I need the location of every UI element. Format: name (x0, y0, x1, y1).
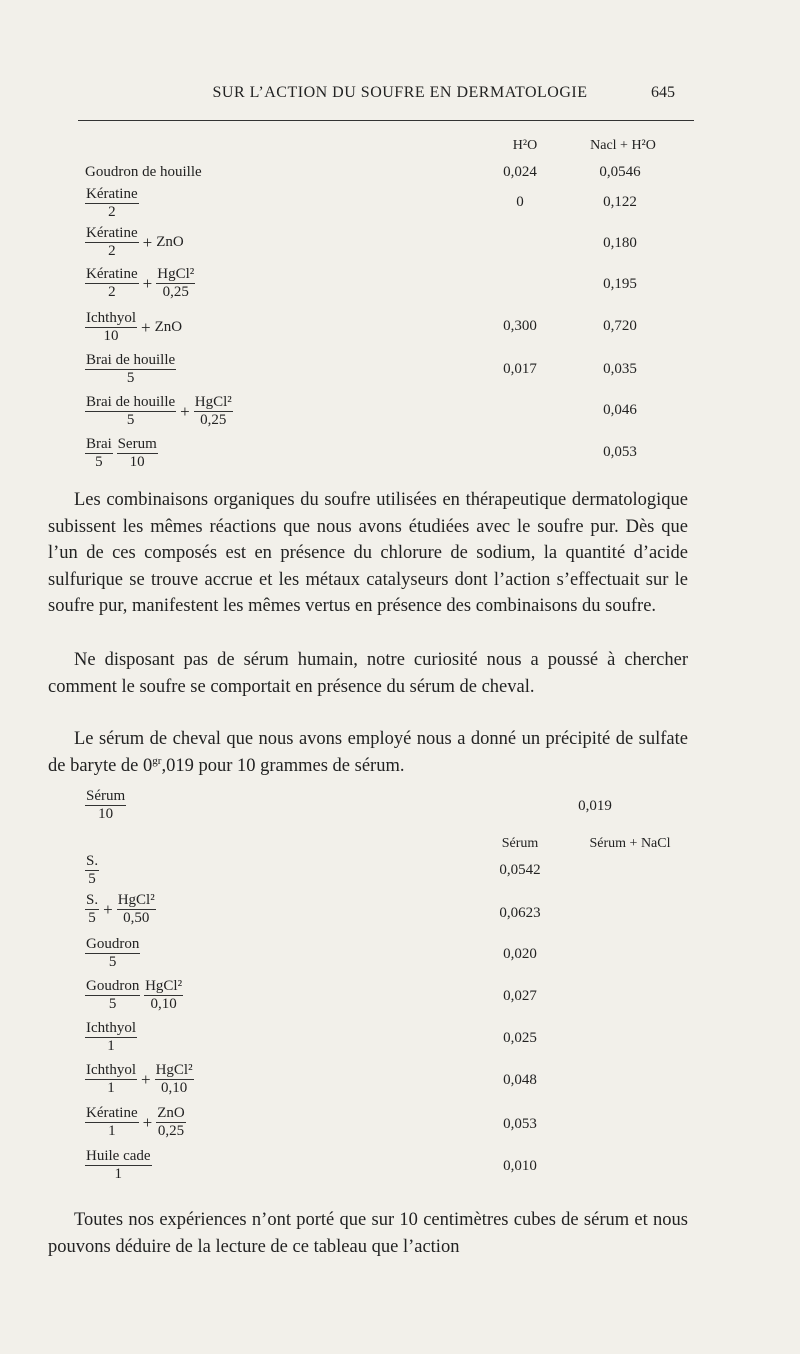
fraction (85, 978, 140, 1014)
table-cell: 0,019 (578, 798, 612, 814)
col-header-serum: Sérum (501, 836, 539, 851)
numerator: HgCl² (117, 892, 156, 910)
plus-sign: + (180, 401, 190, 421)
fraction (117, 892, 156, 928)
paragraph (48, 726, 688, 779)
denominator: 5 (108, 954, 117, 971)
fraction (85, 436, 113, 472)
fraction (85, 266, 139, 302)
table-row-label (85, 1148, 152, 1184)
denominator: 1 (107, 1038, 115, 1055)
paragraph-text: ,019 pour 10 grammes de sérum. (161, 755, 405, 776)
table-cell: 0,020 (503, 946, 537, 962)
paragraph-text: Le sérum de cheval que nous avons employé nous a donné un précipité de sulfate de baryte de 0 (48, 729, 688, 776)
denominator: 0,25 (157, 1123, 185, 1140)
numerator: Huile cade (85, 1148, 152, 1166)
numerator: Ichthyol (85, 1062, 137, 1080)
running-header: SUR L’ACTION DU SOUFRE EN DERMATOLOGIE (212, 84, 588, 101)
fraction (85, 394, 176, 430)
numerator: HgCl² (194, 394, 233, 412)
table-row-label (85, 1105, 186, 1141)
fraction (85, 310, 137, 346)
denominator: 1 (107, 1080, 115, 1097)
fraction (155, 1062, 194, 1098)
numerator: HgCl² (144, 978, 183, 996)
numerator: S. (85, 892, 99, 910)
fraction (117, 436, 158, 472)
denominator: 0,50 (123, 910, 150, 927)
table-row-label (85, 1062, 194, 1098)
numerator: Brai de houille (85, 394, 176, 412)
table-row-label (85, 788, 126, 824)
fraction (85, 1062, 137, 1098)
table-row-label (85, 310, 182, 346)
numerator: Sérum (85, 788, 126, 806)
table-cell: 0 (516, 194, 524, 210)
fraction (156, 1105, 186, 1141)
table-cell: 0,027 (503, 988, 537, 1004)
table-row-label (85, 978, 183, 1014)
fraction (85, 1105, 139, 1141)
paragraph: Ne disposant pas de sérum humain, notre curiosité nous a poussé à chercher comment le soufre se comportait en présence du sérum de cheval. (48, 650, 688, 697)
table-cell: 0,195 (603, 276, 637, 292)
fraction (85, 352, 176, 388)
numerator: Kératine (85, 1105, 139, 1123)
table-row-label (85, 1020, 137, 1056)
table-row-label (85, 936, 140, 972)
numerator: S. (85, 853, 99, 871)
fraction (85, 936, 140, 972)
numerator: Serum (117, 436, 158, 454)
numerator: Ichthyol (85, 1020, 137, 1038)
table-row-label (85, 394, 233, 430)
denominator: 0,10 (160, 1080, 188, 1097)
denominator: 0,25 (200, 412, 227, 429)
plus-sign: + (142, 273, 153, 293)
table-cell: 0,180 (603, 235, 637, 251)
plus-sign: + (142, 1112, 153, 1132)
table-cell: 0,720 (603, 318, 637, 334)
table-cell: 0,048 (503, 1072, 537, 1088)
plus-sign: + (142, 232, 153, 252)
fraction (85, 186, 139, 222)
numerator: Brai de houille (85, 352, 176, 370)
denominator: 10 (129, 454, 145, 471)
numerator: Goudron (85, 936, 140, 954)
table-row-label (85, 266, 195, 302)
paragraph: Les combinaisons organiques du soufre utilisées en thérapeutique dermatologique subissent les mêmes réactions que nous avons étudiées avec le soufre pur. Dès que l’un de ces composés est en présence du chlorure de sodium, la quantité d’acide sulfurique se trouve accrue et les métaux catalyseurs dont l’action s’effectuait sur le soufre pur, manifestent les mêmes vertus en présence des combinaisons du soufre. (48, 490, 688, 616)
table-cell: 0,010 (503, 1158, 537, 1174)
numerator: ZnO (156, 1105, 186, 1123)
denominator: 10 (98, 806, 114, 823)
fraction (85, 1020, 137, 1056)
plus-sign: + (141, 1069, 151, 1089)
table-cell: 0,025 (503, 1030, 537, 1046)
denominator: 2 (108, 204, 116, 221)
table-row-label (85, 352, 176, 388)
denominator: 0,25 (162, 284, 189, 301)
denominator: 10 (103, 328, 119, 345)
table-cell: 0,0542 (499, 862, 541, 878)
table-cell: 0,122 (603, 194, 637, 210)
denominator: 5 (108, 996, 117, 1013)
numerator: Ichthyol (85, 310, 137, 328)
fraction (85, 788, 126, 824)
table-cell: 0,0623 (499, 905, 541, 921)
table-row-label: Goudron de houille (85, 164, 202, 180)
col-header-nacl-h2o: Nacl + H²O (590, 138, 656, 153)
numerator: HgCl² (155, 1062, 194, 1080)
fraction (85, 853, 99, 889)
numerator: Kératine (85, 186, 139, 204)
table-cell: 0,046 (603, 402, 637, 418)
fraction (156, 266, 195, 302)
numerator: Kératine (85, 266, 139, 284)
denominator: 2 (108, 243, 116, 260)
numerator: Brai (85, 436, 113, 454)
denominator: 5 (88, 871, 96, 888)
fraction (85, 892, 99, 928)
table-row-label (85, 853, 99, 889)
denominator: 1 (108, 1123, 116, 1140)
table-row-label (85, 436, 158, 472)
fraction (85, 1148, 152, 1184)
plus-sign: + (141, 317, 151, 337)
numerator: Kératine (85, 225, 139, 243)
denominator: 5 (126, 370, 135, 387)
table-cell: 0,0546 (599, 164, 641, 180)
denominator: 5 (88, 910, 96, 927)
table-cell: 0,053 (503, 1116, 537, 1132)
fraction (144, 978, 183, 1014)
fraction (194, 394, 233, 430)
numerator: Goudron (85, 978, 140, 996)
plus-sign: + (103, 899, 113, 919)
col-header-h2o: H²O (512, 138, 538, 153)
numerator: HgCl² (156, 266, 195, 284)
table-cell: 0,024 (503, 164, 537, 180)
unit-superscript: gr (152, 754, 162, 767)
denominator: 5 (126, 412, 135, 429)
table-cell: 0,017 (503, 361, 537, 377)
table-cell: 0,053 (603, 444, 637, 460)
denominator: 2 (108, 284, 116, 301)
page-number: 645 (651, 84, 675, 101)
denominator: 0,10 (150, 996, 177, 1013)
table-cell: 0,300 (503, 318, 537, 334)
addend: ZnO (156, 234, 184, 251)
table-row-label (85, 225, 184, 261)
col-header-serum-nacl: Sérum + NaCl (589, 836, 671, 851)
table-cell: 0,035 (603, 361, 637, 377)
denominator: 1 (114, 1166, 123, 1183)
addend: ZnO (154, 319, 183, 336)
paragraph: Toutes nos expériences n’ont porté que sur 10 centimètres cubes de sérum et nous pouvons déduire de la lecture de ce tableau que l’action (48, 1210, 688, 1257)
header-rule (78, 120, 694, 121)
table-row-label (85, 892, 156, 928)
table-row-label (85, 186, 139, 222)
denominator: 5 (95, 454, 103, 471)
fraction (85, 225, 139, 261)
